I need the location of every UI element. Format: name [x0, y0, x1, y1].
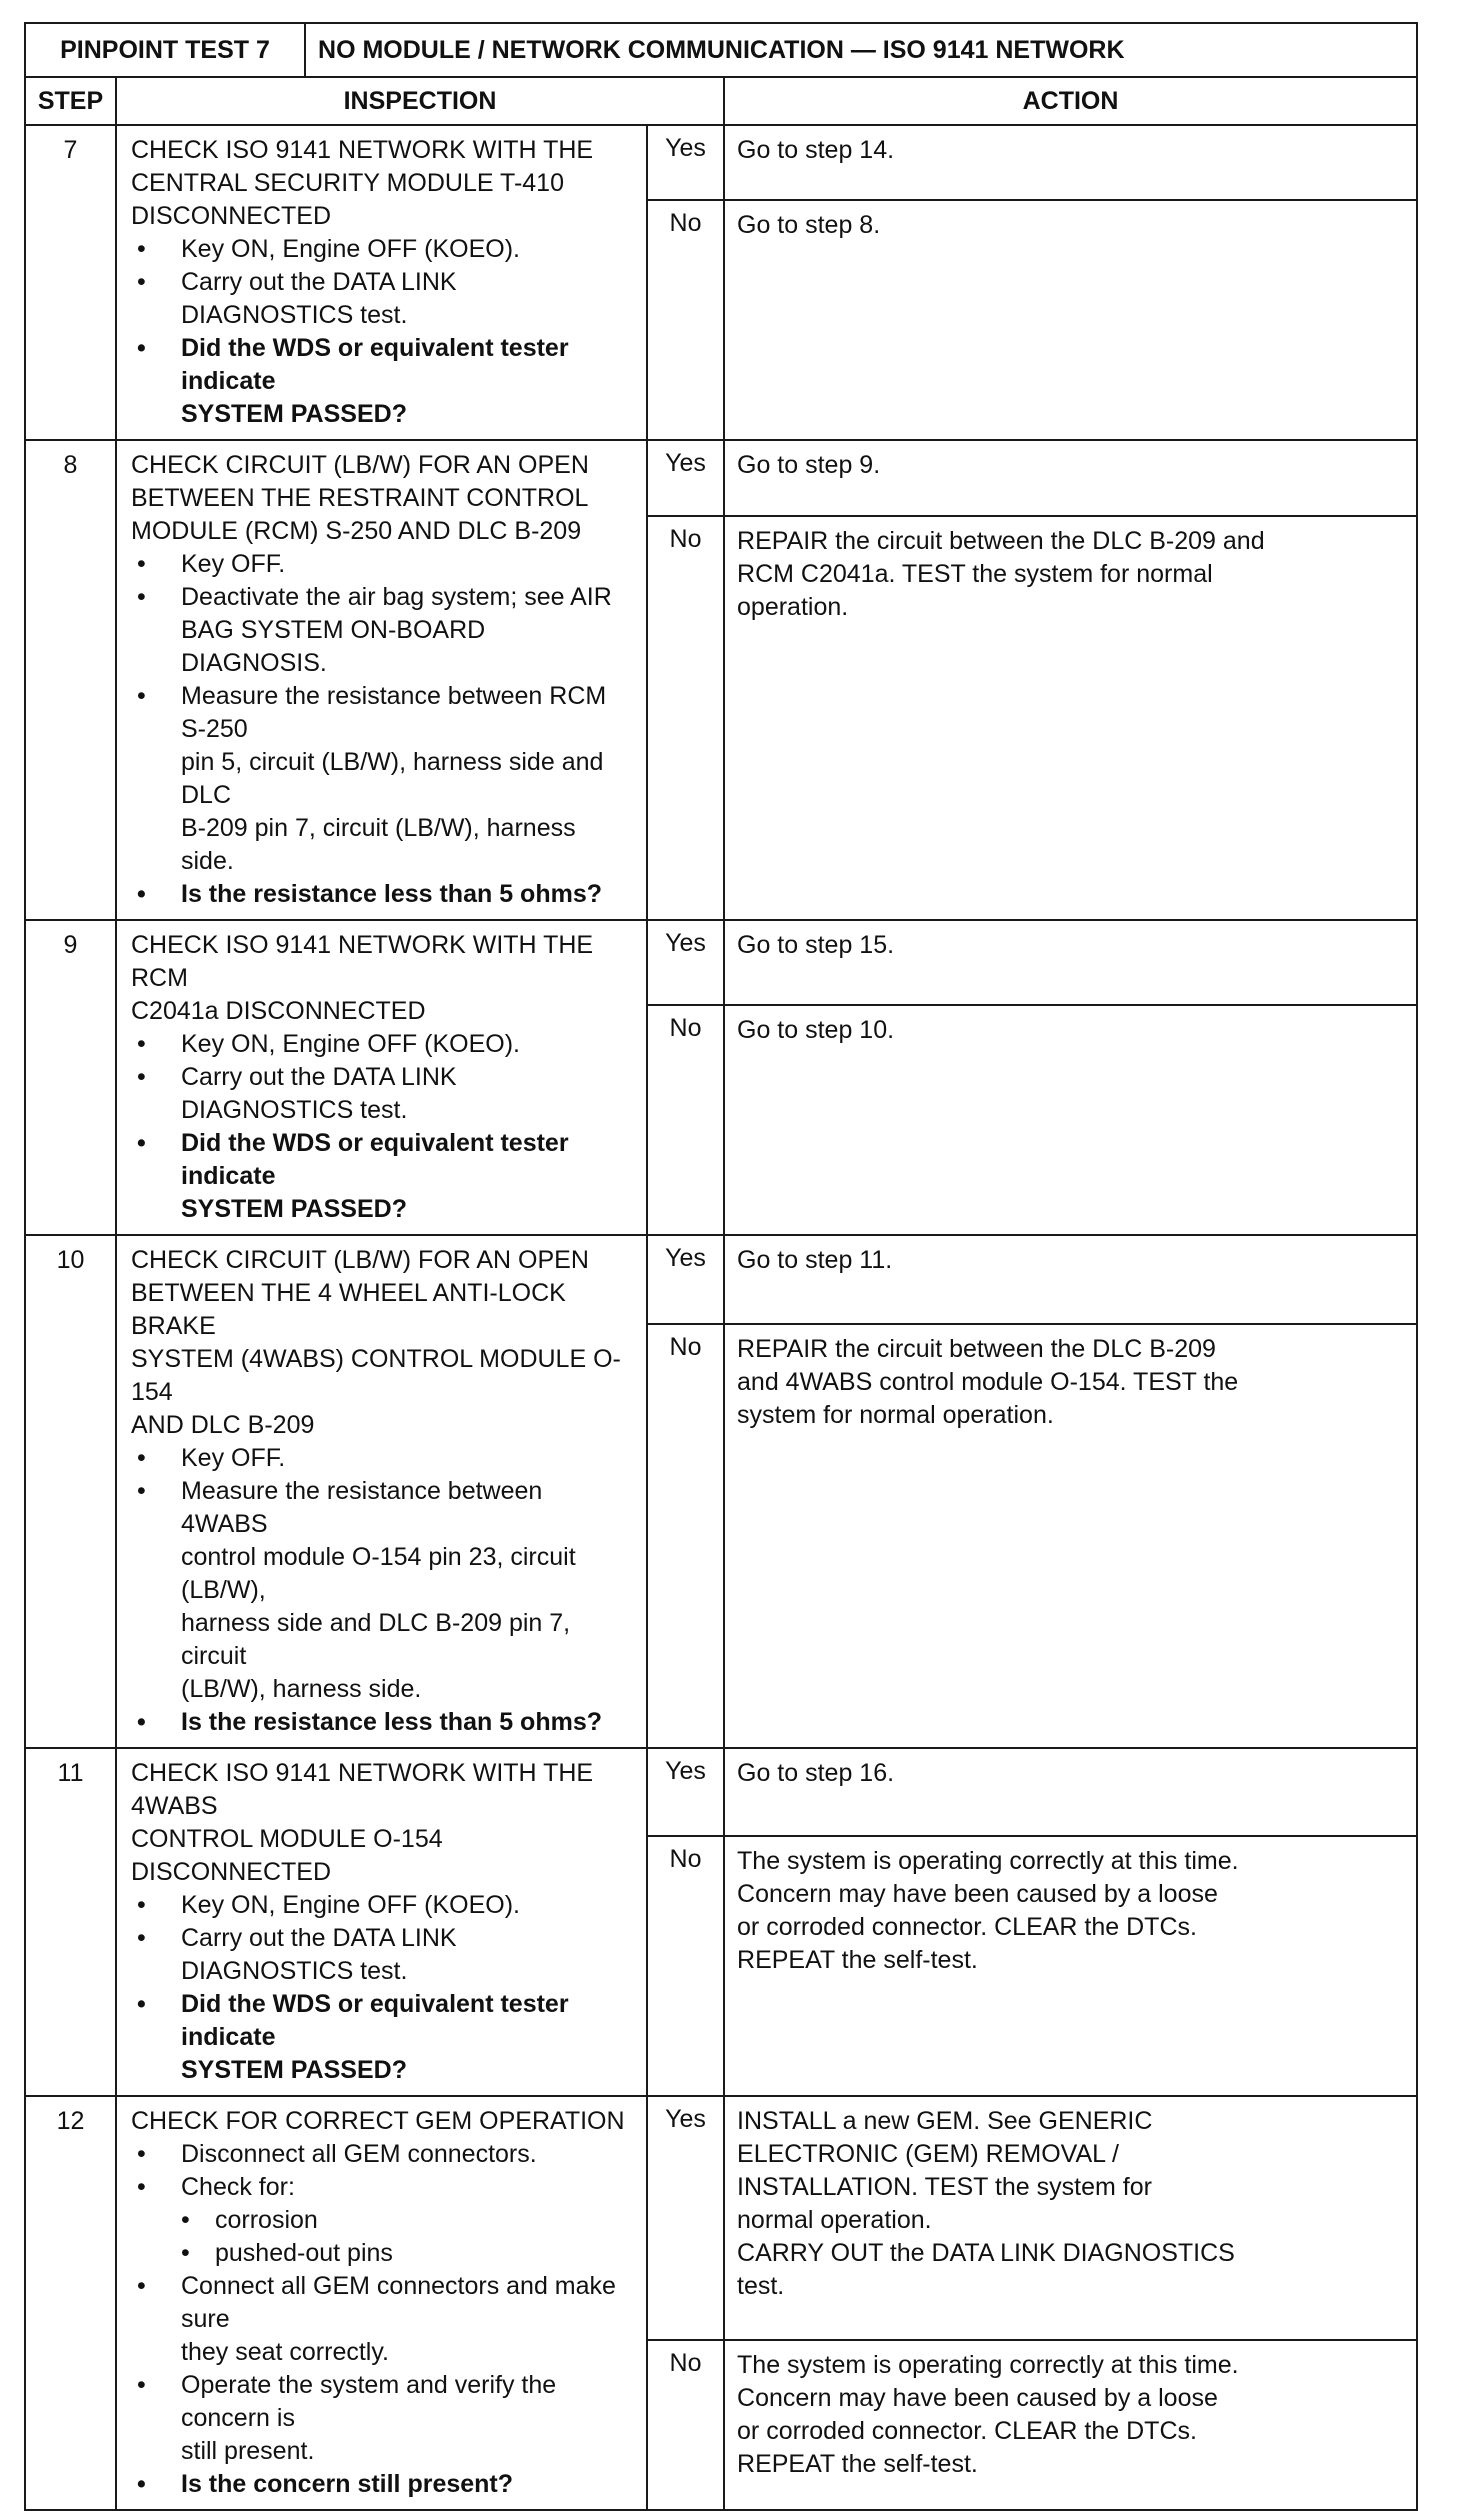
step-12-bullet-line: they seat correctly.	[181, 2338, 389, 2366]
step-10-bullet-line: control module O-154 pin 23, circuit (LB/W),	[181, 1543, 576, 1604]
step-8-no-line: operation.	[737, 593, 849, 622]
step-7-yes-action: Go to step 14.	[724, 125, 1417, 200]
step-10-bullet-line: harness side and DLC B-209 pin 7, circuit	[181, 1609, 571, 1670]
step-10-yes-label: Yes	[647, 1235, 724, 1324]
step-11-yes-action: Go to step 16.	[724, 1748, 1417, 1836]
step-11-bullet: • Key ON, Engine OFF (KOEO).	[131, 1889, 634, 1922]
step-8-yes-row	[25, 440, 1417, 516]
step-10-bullet: • Key OFF.	[131, 1442, 634, 1475]
step-12-yes-line: CARRY OUT the DATA LINK DIAGNOSTICS	[737, 2239, 1235, 2267]
step-7-question	[131, 332, 634, 431]
step-9-yes-action: Go to step 15.	[724, 920, 1417, 1005]
step-12-yes-line: ELECTRONIC (GEM) REMOVAL /	[737, 2140, 1119, 2168]
step-11-yes-row	[25, 1748, 1417, 1836]
step-7-title-line: DISCONNECTED	[131, 202, 332, 230]
step-10-bullets	[131, 1442, 634, 1739]
step-12-bullet	[131, 2270, 634, 2369]
step-12-yes-row	[25, 2096, 1417, 2340]
step-12-bullet: • Check for:	[131, 2171, 634, 2204]
step-12-no-line: Concern may have been caused by a loose	[737, 2384, 1218, 2413]
step-7-question-line: • Did the WDS or equivalent tester indicate	[181, 334, 569, 395]
step-7-no-label: No	[647, 200, 724, 440]
step-8-bullets	[131, 548, 634, 911]
step-9-yes-label: Yes	[647, 920, 724, 1005]
step-7-bullet: • Carry out the DATA LINK DIAGNOSTICS test.	[131, 266, 634, 332]
step-12-question: • Is the concern still present?	[131, 2468, 634, 2501]
step-11-title-line: CONTROL MODULE O-154 DISCONNECTED	[131, 1825, 443, 1886]
step-12-no-label: No	[647, 2340, 724, 2510]
step-10-no-line: and 4WABS control module O-154. TEST the	[737, 1368, 1239, 1397]
step-10-no-line: system for normal operation.	[737, 1401, 1054, 1430]
step-10-yes-action: Go to step 11.	[724, 1235, 1417, 1324]
step-9-title-line: C2041a DISCONNECTED	[131, 997, 426, 1025]
step-11-number: 11	[25, 1748, 116, 2096]
pinpoint-test-table	[24, 22, 1418, 2511]
step-12-yes-line: normal operation.	[737, 2206, 932, 2234]
step-12-bullet-line: • Operate the system and verify the concern is	[181, 2371, 557, 2432]
step-8-yes-label: Yes	[647, 440, 724, 516]
step-7-inspection	[116, 125, 647, 440]
inspection-header: INSPECTION	[116, 77, 724, 125]
step-10-no-line: REPAIR the circuit between the DLC B-209	[737, 1335, 1216, 1364]
test-name: NO MODULE / NETWORK COMMUNICATION — ISO 9141 NETWORK	[305, 23, 1417, 77]
step-10-bullet	[131, 1475, 634, 1706]
step-8-inspection	[116, 440, 647, 920]
step-11-no-line: Concern may have been caused by a loose	[737, 1880, 1218, 1909]
step-12-no-line: The system is operating correctly at this time.	[737, 2351, 1239, 2380]
step-7-yes-row	[25, 125, 1417, 200]
step-9-question	[131, 1127, 634, 1226]
step-10-question: • Is the resistance less than 5 ohms?	[131, 1706, 634, 1739]
step-12-bullet-line: • Connect all GEM connectors and make sure	[181, 2272, 616, 2333]
step-11-no-line: REPEAT the self-test.	[737, 1946, 978, 1975]
step-8-no-action	[724, 516, 1417, 920]
step-8-bullet: • Key OFF.	[131, 548, 634, 581]
step-7-title-line: CENTRAL SECURITY MODULE T-410	[131, 169, 564, 197]
step-9-title-line: CHECK ISO 9141 NETWORK WITH THE RCM	[131, 931, 594, 992]
step-9-question-line: SYSTEM PASSED?	[181, 1195, 407, 1223]
step-11-title-line: CHECK ISO 9141 NETWORK WITH THE 4WABS	[131, 1759, 594, 1820]
step-11-no-line: The system is operating correctly at this time.	[737, 1847, 1239, 1876]
step-8-title-line: CHECK CIRCUIT (LB/W) FOR AN OPEN	[131, 451, 589, 479]
step-12-inspection	[116, 2096, 647, 2510]
step-8-bullet-line: BAG SYSTEM ON-BOARD DIAGNOSIS.	[181, 616, 486, 677]
step-8-bullet-line: B-209 pin 7, circuit (LB/W), harness side.	[181, 814, 576, 875]
step-8-bullet	[131, 581, 634, 680]
step-11-question-line: SYSTEM PASSED?	[181, 2056, 407, 2084]
step-11-question-line: • Did the WDS or equivalent tester indicate	[181, 1990, 569, 2051]
step-11-bullet: • Carry out the DATA LINK DIAGNOSTICS test.	[131, 1922, 634, 1988]
step-8-no-line: REPAIR the circuit between the DLC B-209 and	[737, 527, 1265, 556]
step-10-no-label: No	[647, 1324, 724, 1748]
step-7-bullets	[131, 233, 634, 431]
step-7-bullet: • Key ON, Engine OFF (KOEO).	[131, 233, 634, 266]
step-12-bullets	[131, 2138, 634, 2501]
step-10-title-line: CHECK CIRCUIT (LB/W) FOR AN OPEN	[131, 1246, 589, 1274]
step-header: STEP	[25, 77, 116, 125]
step-12-yes-label: Yes	[647, 2096, 724, 2340]
pinpoint-test-sheet	[24, 22, 1416, 2511]
step-11-bullets	[131, 1889, 634, 2087]
step-8-bullet-line: • Measure the resistance between RCM S-250	[181, 682, 607, 743]
step-9-number: 9	[25, 920, 116, 1235]
step-12-bullet: • Disconnect all GEM connectors.	[131, 2138, 634, 2171]
step-12-sub-bullet: • corrosion	[131, 2204, 634, 2237]
step-11-no-label: No	[647, 1836, 724, 2096]
step-12-number: 12	[25, 2096, 116, 2510]
step-12-bullet-line: still present.	[181, 2437, 315, 2465]
step-9-bullet: • Carry out the DATA LINK DIAGNOSTICS test.	[131, 1061, 634, 1127]
step-12-yes-line: test.	[737, 2272, 785, 2300]
step-8-title-line: MODULE (RCM) S-250 AND DLC B-209	[131, 517, 582, 545]
step-8-question: • Is the resistance less than 5 ohms?	[131, 878, 634, 911]
step-10-no-action	[724, 1324, 1417, 1748]
step-9-question-line: • Did the WDS or equivalent tester indicate	[181, 1129, 569, 1190]
step-7-number: 7	[25, 125, 116, 440]
step-12-yes-action	[724, 2096, 1417, 2340]
step-8-no-line: RCM C2041a. TEST the system for normal	[737, 560, 1213, 589]
step-12-yes-line: INSTALLATION. TEST the system for	[737, 2173, 1152, 2201]
step-12-no-action	[724, 2340, 1417, 2510]
step-11-no-action	[724, 1836, 1417, 2096]
step-8-bullet-line: • Deactivate the air bag system; see AIR	[181, 583, 612, 611]
step-11-no-line: or corroded connector. CLEAR the DTCs.	[737, 1913, 1197, 1942]
step-11-question	[131, 1988, 634, 2087]
step-8-no-label: No	[647, 516, 724, 920]
step-12-title-line: CHECK FOR CORRECT GEM OPERATION	[131, 2107, 625, 2135]
step-7-title-line: CHECK ISO 9141 NETWORK WITH THE	[131, 136, 594, 164]
step-9-no-label: No	[647, 1005, 724, 1235]
step-9-no-action: Go to step 10.	[724, 1005, 1417, 1235]
step-12-yes-line: INSTALL a new GEM. See GENERIC	[737, 2107, 1153, 2135]
step-11-yes-label: Yes	[647, 1748, 724, 1836]
header-row	[25, 77, 1417, 125]
step-10-inspection	[116, 1235, 647, 1748]
step-10-bullet-line: (LB/W), harness side.	[181, 1675, 422, 1703]
step-12-bullet	[131, 2369, 634, 2468]
step-10-title-line: AND DLC B-209	[131, 1411, 315, 1439]
step-7-yes-label: Yes	[647, 125, 724, 200]
step-12-no-line: or corroded connector. CLEAR the DTCs.	[737, 2417, 1197, 2446]
step-10-number: 10	[25, 1235, 116, 1748]
step-9-inspection	[116, 920, 647, 1235]
test-number: PINPOINT TEST 7	[25, 23, 305, 77]
step-11-inspection	[116, 1748, 647, 2096]
step-9-bullet: • Key ON, Engine OFF (KOEO).	[131, 1028, 634, 1061]
step-8-bullet	[131, 680, 634, 878]
step-9-bullets	[131, 1028, 634, 1226]
step-7-question-line: SYSTEM PASSED?	[181, 400, 407, 428]
step-8-bullet-line: pin 5, circuit (LB/W), harness side and DLC	[181, 748, 604, 809]
step-9-yes-row	[25, 920, 1417, 1005]
step-12-sub-bullet: • pushed-out pins	[131, 2237, 634, 2270]
step-8-yes-action: Go to step 9.	[724, 440, 1417, 516]
action-header: ACTION	[724, 77, 1417, 125]
step-12-no-line: REPEAT the self-test.	[737, 2450, 978, 2479]
step-10-title-line: SYSTEM (4WABS) CONTROL MODULE O-154	[131, 1345, 621, 1406]
step-8-title-line: BETWEEN THE RESTRAINT CONTROL	[131, 484, 589, 512]
title-row	[25, 23, 1417, 77]
step-7-no-action: Go to step 8.	[724, 200, 1417, 440]
step-8-number: 8	[25, 440, 116, 920]
step-10-bullet-line: • Measure the resistance between 4WABS	[181, 1477, 543, 1538]
step-10-title-line: BETWEEN THE 4 WHEEL ANTI-LOCK BRAKE	[131, 1279, 566, 1340]
step-10-yes-row	[25, 1235, 1417, 1324]
